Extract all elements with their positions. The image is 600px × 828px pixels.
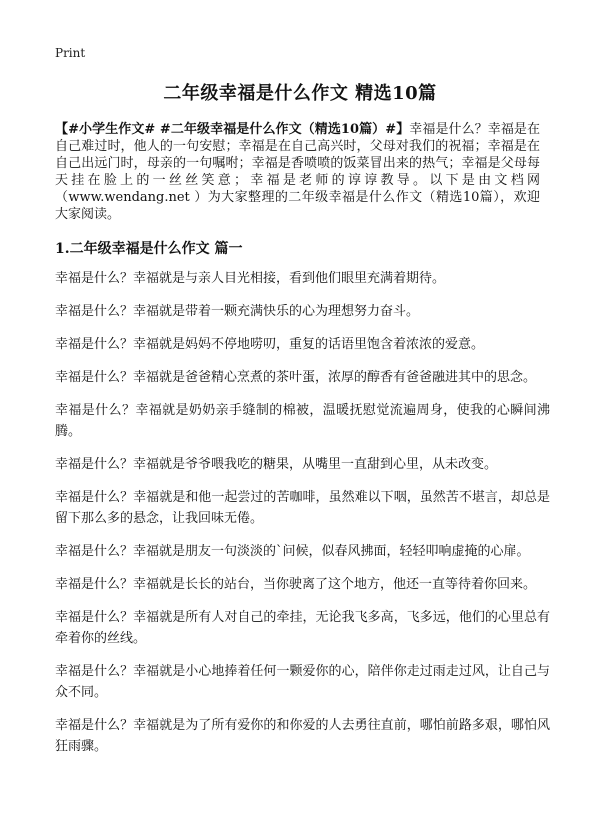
page-title: 二年级幸福是什么作文 精选10篇 [163, 83, 437, 104]
paragraph-9: 幸福是什么？幸福就是长长的站台，当你驶离了这个地方，他还一直等待着你回来。 [55, 577, 537, 592]
section-heading: 1.二年级幸福是什么作文 篇一 [55, 241, 243, 257]
paragraph-3: 幸福是什么？幸福就是妈妈不停地唠叨，重复的话语里饱含着浓浓的爱意。 [55, 337, 485, 352]
paragraph-4: 幸福是什么？幸福就是爸爸精心烹煮的茶叶蛋，浓厚的醇香有爸爸融进其中的思念。 [55, 370, 537, 385]
intro-paragraph [55, 121, 540, 223]
paragraph-6: 幸福是什么？幸福就是爷爷喂我吃的糖果，从嘴里一直甜到心里，从未改变。 [55, 457, 498, 472]
paragraph-1: 幸福是什么？幸福就是与亲人目光相接，看到他们眼里充满着期待。 [55, 271, 446, 286]
paragraph-8: 幸福是什么？幸福就是朋友一句淡淡的`问候，似春风拂面，轻轻叩响虚掩的心扉。 [55, 544, 530, 559]
paragraph-11: 幸福是什么？幸福就是小心地捧着任何一颗爱你的心，陪伴你走过雨走过风，让自己与众不同。 [55, 664, 550, 700]
print-label[interactable]: Print [55, 46, 86, 60]
intro-tags: 【#小学生作文# #二年级幸福是什么作文（精选10篇）#】 [55, 122, 410, 137]
article-body [55, 268, 550, 757]
paragraph-2: 幸福是什么？幸福就是带着一颗充满快乐的心为理想努力奋斗。 [55, 304, 420, 319]
intro-text: 幸福是什么？幸福是在自己难过时，他人的一句安慰；幸福是在自己高兴时，父母对我们的祝福；幸福是在自己出远门时，母亲的一句嘱咐；幸福是香喷喷的饭菜冒出来的热气；幸福是父母每天挂在脸上的一丝丝笑意；幸福是老师的谆谆教导。以下是由文档网（www.wendang.net ）为大家整理的二年级幸福是什么作文（精选10篇），欢迎大家阅读。 [55, 122, 540, 222]
paragraph-7: 幸福是什么？幸福就是和他一起尝过的苦咖啡，虽然难以下咽，虽然苦不堪言，却总是留下那么多的悬念，让我回味无倦。 [55, 490, 550, 526]
paragraph-10: 幸福是什么？幸福就是所有人对自己的牵挂，无论我飞多高，飞多远，他们的心里总有牵着你的丝线。 [55, 610, 550, 646]
paragraph-5: 幸福是什么？幸福就是奶奶亲手缝制的棉被，温暖抚慰觉流遍周身，使我的心瞬间沸腾。 [55, 403, 550, 439]
paragraph-12: 幸福是什么？幸福就是为了所有爱你的和你爱的人去勇往直前，哪怕前路多艰，哪怕风狂雨骤。 [55, 718, 550, 754]
